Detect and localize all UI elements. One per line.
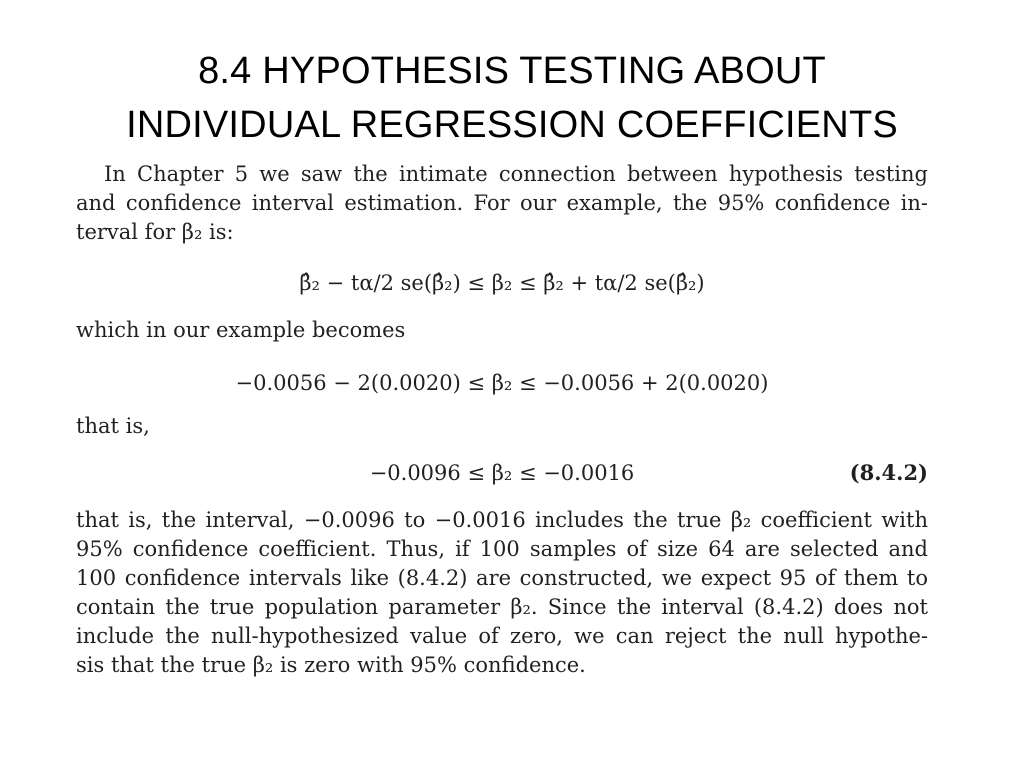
paragraph-line: that is, the interval, −0.0096 to −0.0016 includes the true β₂ coefficient with <box>76 508 928 532</box>
paragraph-line: that is, <box>76 414 150 438</box>
paragraph-line: In Chapter 5 we saw the intimate connection between hypothesis testing <box>104 162 928 186</box>
paragraph-line: which in our example becomes <box>76 318 406 342</box>
paragraph-line: sis that the true β₂ is zero with 95% confidence. <box>76 653 586 677</box>
paragraph-line: terval for β₂ is: <box>76 220 234 244</box>
confidence-interval-formula: β̂₂ − tα/2 se(β̂₂) ≤ β₂ ≤ β̂₂ + tα/2 se(β̂₂) <box>299 271 705 295</box>
numeric-interval-formula: −0.0056 − 2(0.0020) ≤ β₂ ≤ −0.0056 + 2(0.0020) <box>235 371 769 395</box>
interval-result-formula: −0.0096 ≤ β₂ ≤ −0.0016 <box>369 461 635 485</box>
paragraph-line: include the null-hypothesized value of zero, we can reject the null hypothe- <box>76 624 928 648</box>
slide-title-line-2: INDIVIDUAL REGRESSION COEFFICIENTS <box>126 104 898 146</box>
paragraph-line: 100 confidence intervals like (8.4.2) are constructed, we expect 95 of them to <box>76 566 928 590</box>
equation-number: (8.4.2) <box>849 460 928 485</box>
slide-title-line-1: 8.4 HYPOTHESIS TESTING ABOUT <box>198 50 826 92</box>
paragraph-line: 95% confidence coefficient. Thus, if 100 samples of size 64 are selected and <box>76 537 928 561</box>
paragraph-line: contain the true population parameter β₂. Since the interval (8.4.2) does not <box>76 595 928 619</box>
textbook-excerpt <box>76 0 928 768</box>
paragraph-line: and confidence interval estimation. For our example, the 95% confidence in- <box>76 191 928 215</box>
